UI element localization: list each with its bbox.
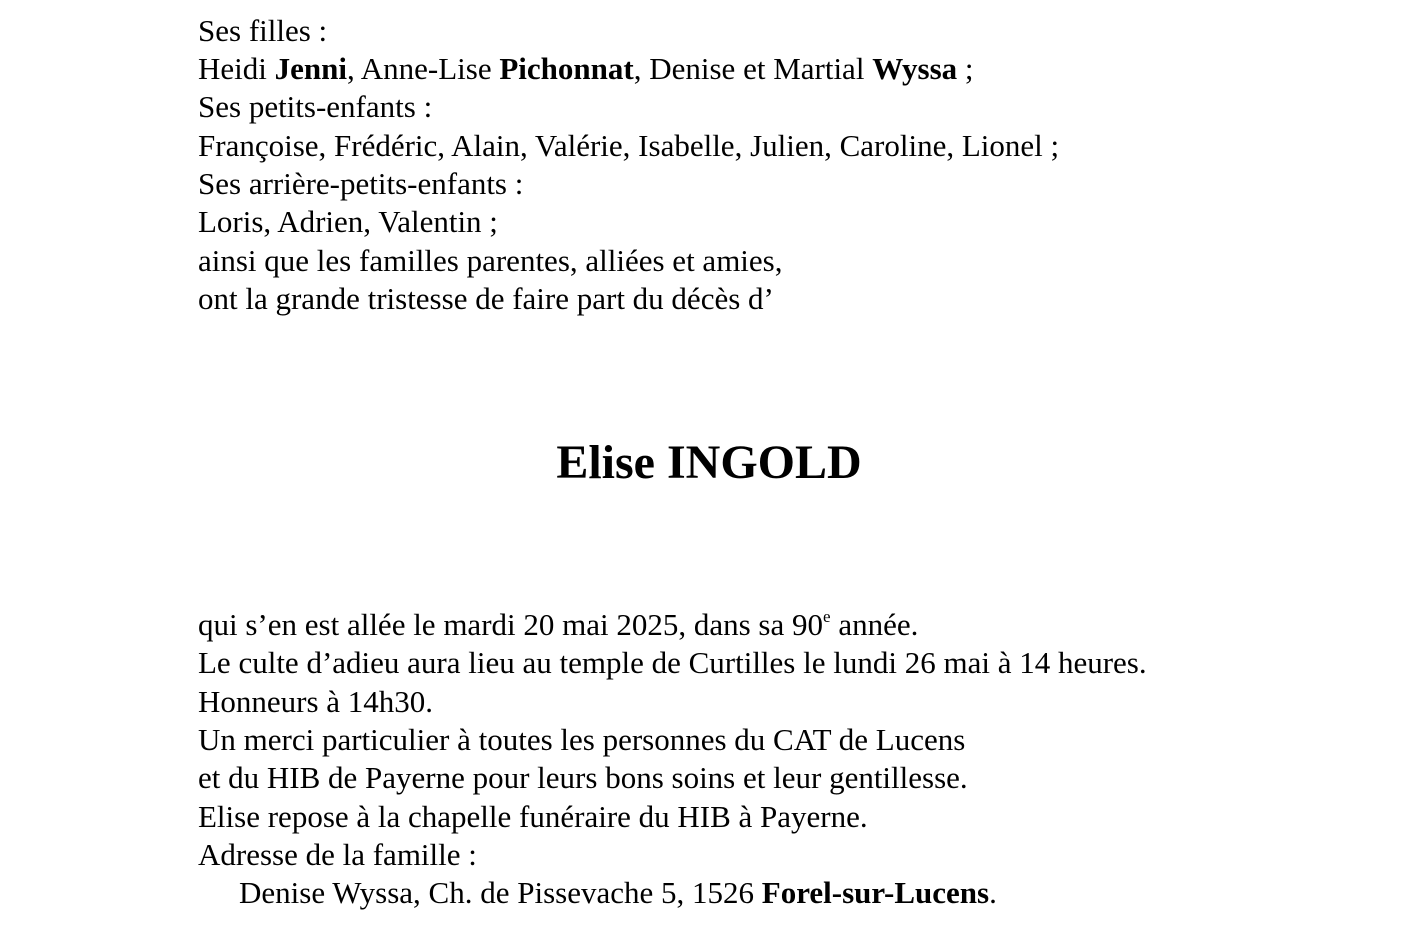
thanks-line-1: Un merci particulier à toutes les personnes du CAT de Lucens — [198, 722, 966, 757]
rest-place-line: Elise repose à la chapelle funéraire du HIB à Payerne. — [198, 799, 868, 834]
address-suffix: . — [989, 875, 997, 910]
death-date-suffix: année. — [830, 607, 919, 642]
daughters-surname-3: Wyssa — [872, 51, 958, 86]
daughters-text-3: , Denise et Martial — [633, 51, 873, 86]
service-line: Le culte d’adieu aura lieu au temple de Curtilles le lundi 26 mai à 14 heures. — [198, 645, 1147, 680]
address-town: Forel-sur-Lucens — [761, 875, 990, 910]
honours-line: Honneurs à 14h30. — [198, 684, 434, 719]
address-line — [239, 874, 997, 912]
relatives-line: ainsi que les familles parentes, alliées et amies, — [198, 243, 783, 278]
death-date-line — [198, 606, 918, 644]
death-date-text: qui s’en est allée le mardi 20 mai 2025, dans sa 90 — [198, 607, 824, 642]
grandchildren-list: Françoise, Frédéric, Alain, Valérie, Isabelle, Julien, Caroline, Lionel ; — [198, 128, 1060, 163]
daughters-text-1: Heidi — [198, 51, 275, 86]
great-grandchildren-list: Loris, Adrien, Valentin ; — [198, 204, 498, 239]
great-grandchildren-heading: Ses arrière-petits-enfants : — [198, 166, 524, 201]
daughters-surname-1: Jenni — [274, 51, 347, 86]
daughters-heading: Ses filles : — [198, 13, 328, 48]
address-heading: Adresse de la famille : — [198, 837, 477, 872]
announcement-line: ont la grande tristesse de faire part du décès d’ — [198, 281, 774, 316]
daughters-text-4: ; — [957, 51, 974, 86]
daughters-text-2: , Anne-Lise — [346, 51, 500, 86]
thanks-line-2: et du HIB de Payerne pour leurs bons soins et leur gentillesse. — [198, 760, 968, 795]
daughters-surname-2: Pichonnat — [499, 51, 634, 86]
death-date-superscript: e — [823, 607, 831, 626]
daughters-line — [198, 50, 974, 88]
address-text: Denise Wyssa, Ch. de Pissevache 5, 1526 — [239, 875, 762, 910]
grandchildren-heading: Ses petits-enfants : — [198, 89, 433, 124]
deceased-name: Elise INGOLD — [556, 436, 862, 489]
